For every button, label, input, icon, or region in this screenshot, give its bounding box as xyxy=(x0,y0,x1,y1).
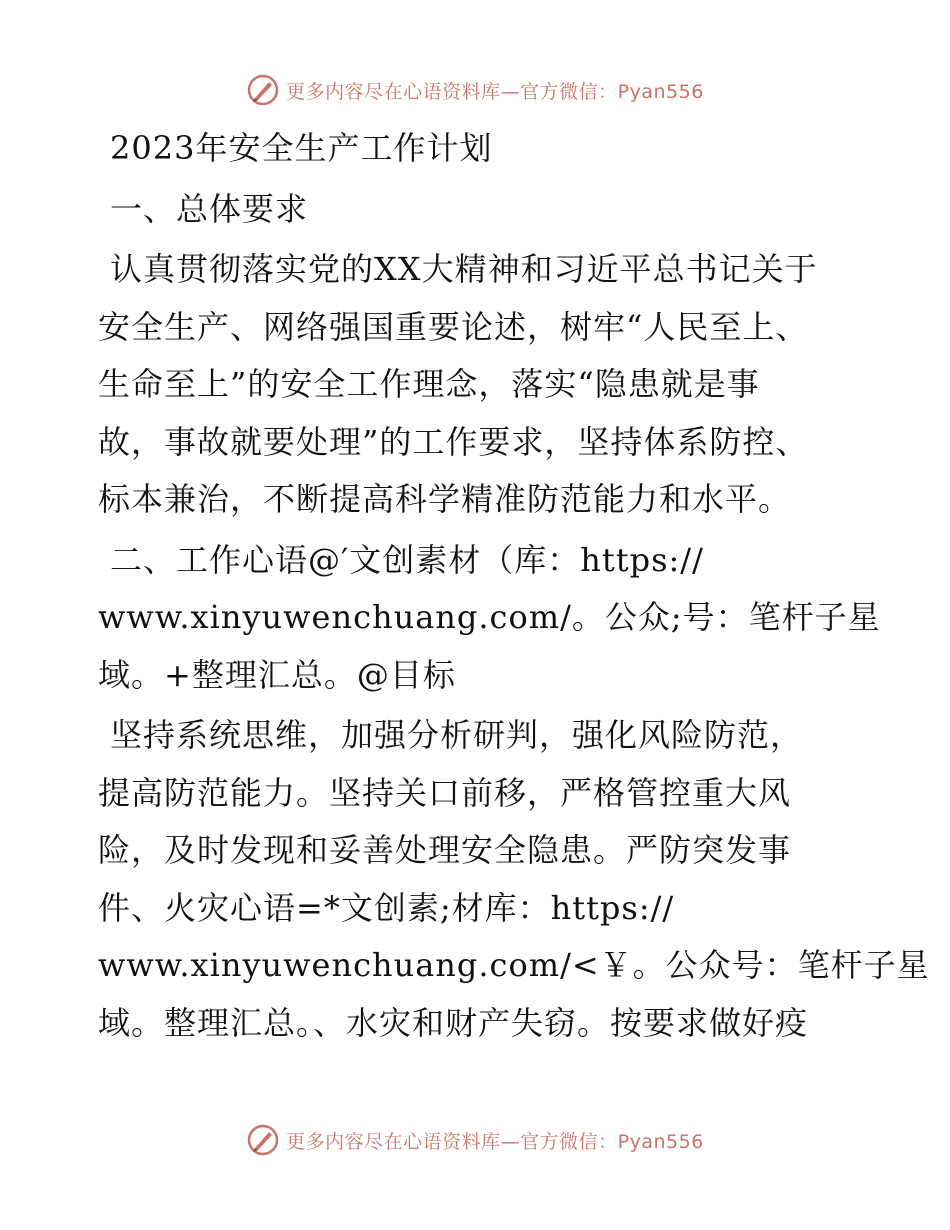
paragraph-line: 认真贯彻落实党的XX大精神和习近平总书记关于 xyxy=(110,250,818,288)
document-title: 2023年安全生产工作计划 xyxy=(110,129,493,167)
paragraph-line: www.xinyuwenchuang.com/<￥。公众号：笔杆子星 xyxy=(98,946,930,984)
paragraph-line: 故，事故就要处理”的工作要求，坚持体系防控、 xyxy=(98,422,809,461)
watermark-banner-bottom xyxy=(0,1120,950,1160)
section-heading-line: www.xinyuwenchuang.com/。公众;号：笔杆子星 xyxy=(98,598,881,636)
paragraph-line: 坚持系统思维，加强分析研判，强化风险防范， xyxy=(110,716,804,754)
paragraph-line: 提高防范能力。坚持关口前移，严格管控重大风 xyxy=(98,773,792,812)
paragraph-line: 标本兼治，不断提高科学精准防范能力和水平。 xyxy=(98,480,792,518)
pen-logo-icon xyxy=(246,73,280,107)
section-heading-line: 域。+整理汇总。@目标 xyxy=(98,655,456,694)
paragraph-line: 件、火灾心语=*文创素;材库：https:// xyxy=(98,888,675,927)
watermark-banner-top xyxy=(0,70,950,110)
paragraph-line: 域。整理汇总。、水灾和财产失窃。按要求做好疫 xyxy=(98,1003,809,1042)
paragraph-line: 安全生产、网络强国重要论述，树牢“人民至上、 xyxy=(98,307,809,346)
paragraph-line: 险，及时发现和妥善处理安全隐患。严防突发事 xyxy=(98,831,792,869)
watermark-text: 更多内容尽在心语资料库—官方微信：Pyan556 xyxy=(286,80,704,103)
section-heading-1: 一、总体要求 xyxy=(110,189,309,228)
pen-logo-icon xyxy=(246,1123,280,1157)
section-heading-2: 二、工作心语@′文创素材（库：https:// xyxy=(110,540,704,579)
watermark-text: 更多内容尽在心语资料库—官方微信：Pyan556 xyxy=(286,1130,704,1153)
document-body xyxy=(98,120,930,1052)
paragraph-line: 生命至上”的安全工作理念，落实“隐患就是事 xyxy=(98,365,760,403)
